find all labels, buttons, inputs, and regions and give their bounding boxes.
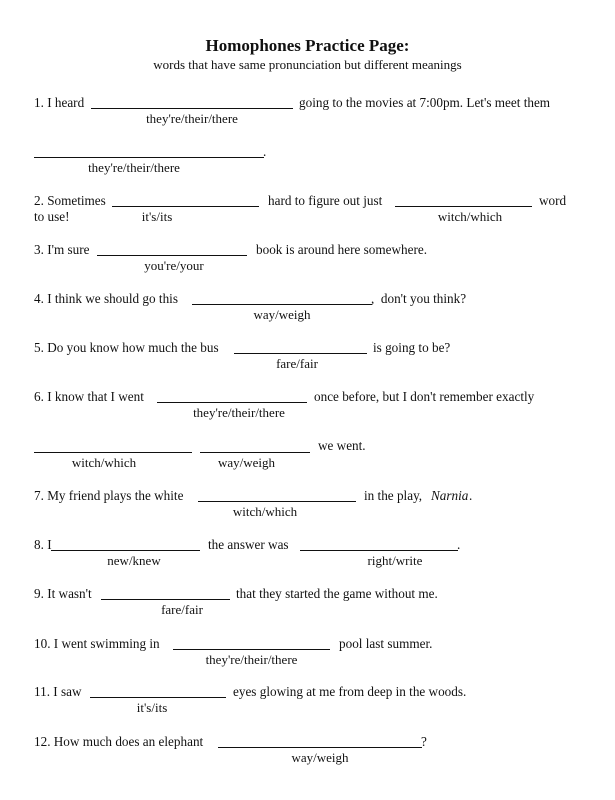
question-10-hint-1: they're/their/there (205, 652, 298, 667)
question-10-text-2: pool last summer. (339, 636, 433, 651)
question-6-text: 6. I know that I went (34, 389, 144, 404)
question-1-hint-2: they're/their/there (88, 160, 180, 175)
question-11-text-2: eyes glowing at me from deep in the woods. (233, 684, 467, 699)
question-6-hint-2: witch/which (71, 455, 137, 470)
question-9-text: 9. It wasn't (34, 586, 92, 601)
question-3-blank-1[interactable] (97, 255, 247, 256)
question-6-blank-3[interactable] (200, 452, 310, 453)
page-title: Homophones Practice Page: (205, 36, 410, 55)
question-4-text: 4. I think we should go this (34, 291, 178, 306)
question-2-blank-1[interactable] (112, 206, 259, 207)
question-8-hint-2: right/write (367, 553, 423, 568)
question-1-blank-1[interactable] (91, 108, 293, 109)
question-1-text: 1. I heard (34, 95, 85, 110)
question-7-blank-1[interactable] (198, 501, 356, 502)
question-1-hint-1: they're/their/there (146, 111, 238, 126)
question-1-text-2: going to the movies at 7:00pm. Let's meet them (299, 95, 551, 110)
question-4-text-2: , don't you think? (371, 291, 467, 306)
question-2-text: 2. Sometimes (34, 193, 106, 208)
question-12-question-mark: ? (421, 734, 427, 749)
question-2-hint-2: witch/which (437, 209, 503, 224)
question-2-text-4: to use! (34, 209, 70, 224)
question-8-text: 8. I (34, 537, 52, 552)
question-6-text-2: once before, but I don't remember exactly (314, 389, 535, 404)
question-12-hint-1: way/weigh (291, 750, 349, 765)
question-3-hint-1: you're/your (144, 258, 204, 273)
question-8-blank-2[interactable] (300, 550, 458, 551)
question-5-text-2: is going to be? (373, 340, 451, 355)
question-10-blank-1[interactable] (173, 649, 330, 650)
question-12-blank-1[interactable] (218, 747, 422, 748)
question-9-hint-1: fare/fair (161, 602, 203, 617)
question-6-blank-2[interactable] (34, 452, 192, 453)
question-11-text: 11. I saw (34, 684, 82, 699)
question-5-text: 5. Do you know how much the bus (34, 340, 219, 355)
question-7-period: . (469, 488, 473, 503)
question-10-text: 10. I went swimming in (34, 636, 160, 651)
question-2-text-3: word (539, 193, 567, 208)
question-12-text: 12. How much does an elephant (34, 734, 204, 749)
question-6-hint-1: they're/their/there (193, 405, 285, 420)
question-6-hint-3: way/weigh (217, 455, 276, 470)
question-7-title-italic: Narnia (431, 488, 469, 503)
question-7-hint-1: witch/which (232, 504, 298, 519)
question-3-text-2: book is around here somewhere. (256, 242, 428, 257)
page-subtitle: words that have same pronunciation but different meanings (153, 57, 462, 72)
question-2-hint-1: it's/its (141, 209, 173, 224)
question-5-hint-1: fare/fair (276, 356, 318, 371)
question-5-blank-1[interactable] (234, 353, 367, 354)
question-6-text-3: we went. (318, 438, 366, 453)
question-4-blank-1[interactable] (192, 304, 372, 305)
question-11-blank-1[interactable] (90, 697, 226, 698)
question-6-blank-1[interactable] (157, 402, 307, 403)
question-2-blank-2[interactable] (395, 206, 532, 207)
question-1-period: . (263, 144, 267, 159)
question-11-hint-1: it's/its (136, 700, 168, 715)
question-4-hint-1: way/weigh (253, 307, 311, 322)
question-7-text: 7. My friend plays the white (34, 488, 184, 503)
question-8-period: . (457, 537, 461, 552)
question-1-blank-2[interactable] (34, 157, 264, 158)
question-7-text-2: in the play, (364, 488, 423, 503)
question-8-text-2: the answer was (208, 537, 289, 552)
question-2-text-2: hard to figure out just (268, 193, 383, 208)
question-8-blank-1[interactable] (51, 550, 200, 551)
question-9-text-2: that they started the game without me. (236, 586, 438, 601)
question-8-hint-1: new/knew (107, 553, 161, 568)
question-9-blank-1[interactable] (101, 599, 230, 600)
question-3-text: 3. I'm sure (34, 242, 90, 257)
